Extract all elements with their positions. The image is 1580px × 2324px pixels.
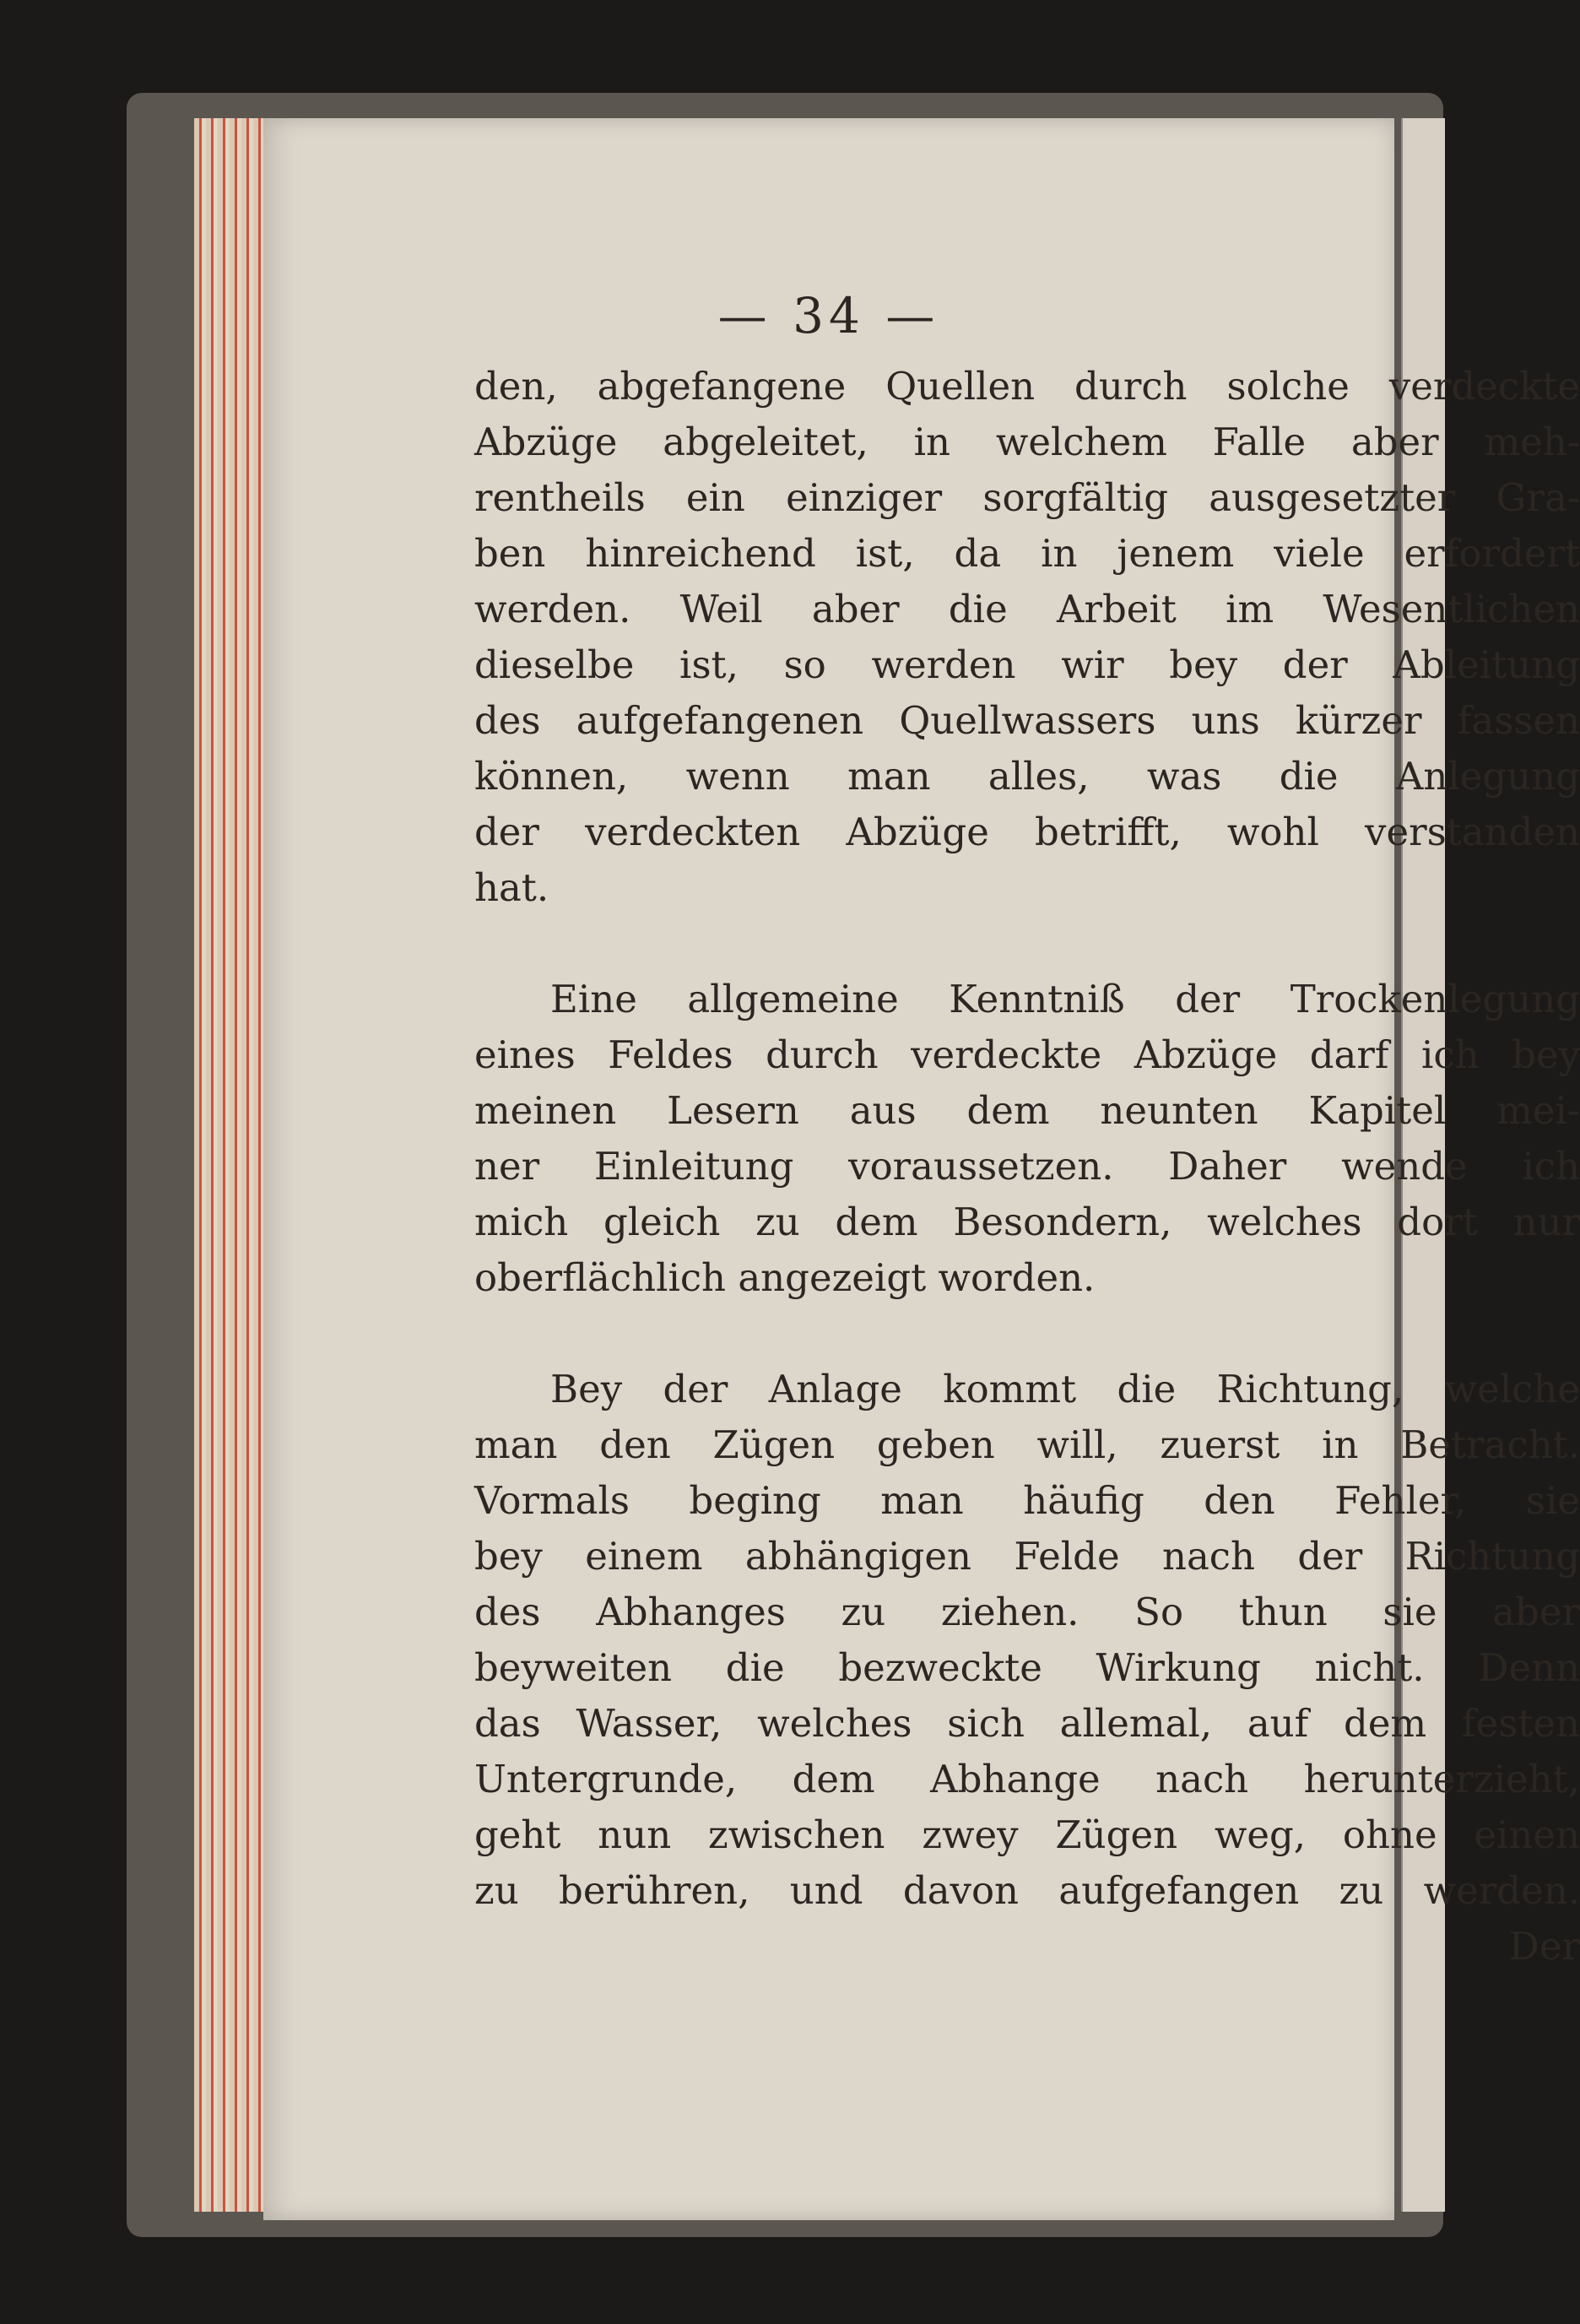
text-line: das Wasser, welches sich allemal, auf dem festen (474, 1701, 1580, 1746)
page-header: — 34 — (717, 287, 940, 344)
text-line: beyweiten die bezweckte Wirkung nicht. Denn (474, 1645, 1580, 1690)
text-line: Eine allgemeine Kenntniß der Trockenlegung (550, 977, 1580, 1021)
text-line: Abzüge abgeleitet, in welchem Falle aber meh- (474, 420, 1580, 464)
text-line: geht nun zwischen zwey Zügen weg, ohne einen (474, 1812, 1580, 1857)
text-line: oberflächlich angezeigt worden. (474, 1255, 1096, 1300)
text-line: des Abhanges zu ziehen. So thun sie aber (474, 1590, 1580, 1634)
text-line: mich gleich zu dem Besondern, welches dort nur (474, 1200, 1580, 1244)
catchword: Der (1508, 1924, 1580, 1969)
page-body (474, 359, 1580, 1975)
text-line: rentheils ein einziger sorgfältig ausgesetzter Gra- (474, 475, 1580, 520)
text-line: bey einem abhängigen Felde nach der Richtung (474, 1534, 1580, 1579)
book-page (263, 118, 1580, 2220)
page-edges (194, 118, 266, 2212)
text-line: können, wenn man alles, was die Anlegung (474, 754, 1580, 799)
text-line: dieselbe ist, so werden wir bey der Ableitung (474, 642, 1580, 687)
text-line: eines Feldes durch verdeckte Abzüge darf ich bey (474, 1032, 1580, 1077)
text-line: Vormals beging man häufig den Fehler, sie (474, 1478, 1580, 1523)
text-line: man den Zügen geben will, zuerst in Betracht. (474, 1422, 1580, 1467)
text-line: ben hinreichend ist, da in jenem viele erfordert (474, 531, 1580, 576)
text-line: Untergrunde, dem Abhange nach herunterzieht, (474, 1757, 1580, 1801)
text-line: meinen Lesern aus dem neunten Kapitel mei- (474, 1088, 1580, 1133)
text-line: zu berühren, und davon aufgefangen zu werden. (474, 1868, 1580, 1913)
text-line: der verdeckten Abzüge betrifft, wohl verstanden (474, 810, 1580, 854)
text-line: werden. Weil aber die Arbeit im Wesentlichen (474, 587, 1580, 631)
text-line: den, abgefangene Quellen durch solche verdeckte (474, 364, 1580, 409)
text-line: des aufgefangenen Quellwassers uns kürzer fassen (474, 698, 1580, 743)
text-line: Bey der Anlage kommt die Richtung, welche (550, 1367, 1580, 1411)
text-line: ner Einleitung voraussetzen. Daher wende ich (474, 1144, 1580, 1189)
text-line: hat. (474, 865, 549, 910)
